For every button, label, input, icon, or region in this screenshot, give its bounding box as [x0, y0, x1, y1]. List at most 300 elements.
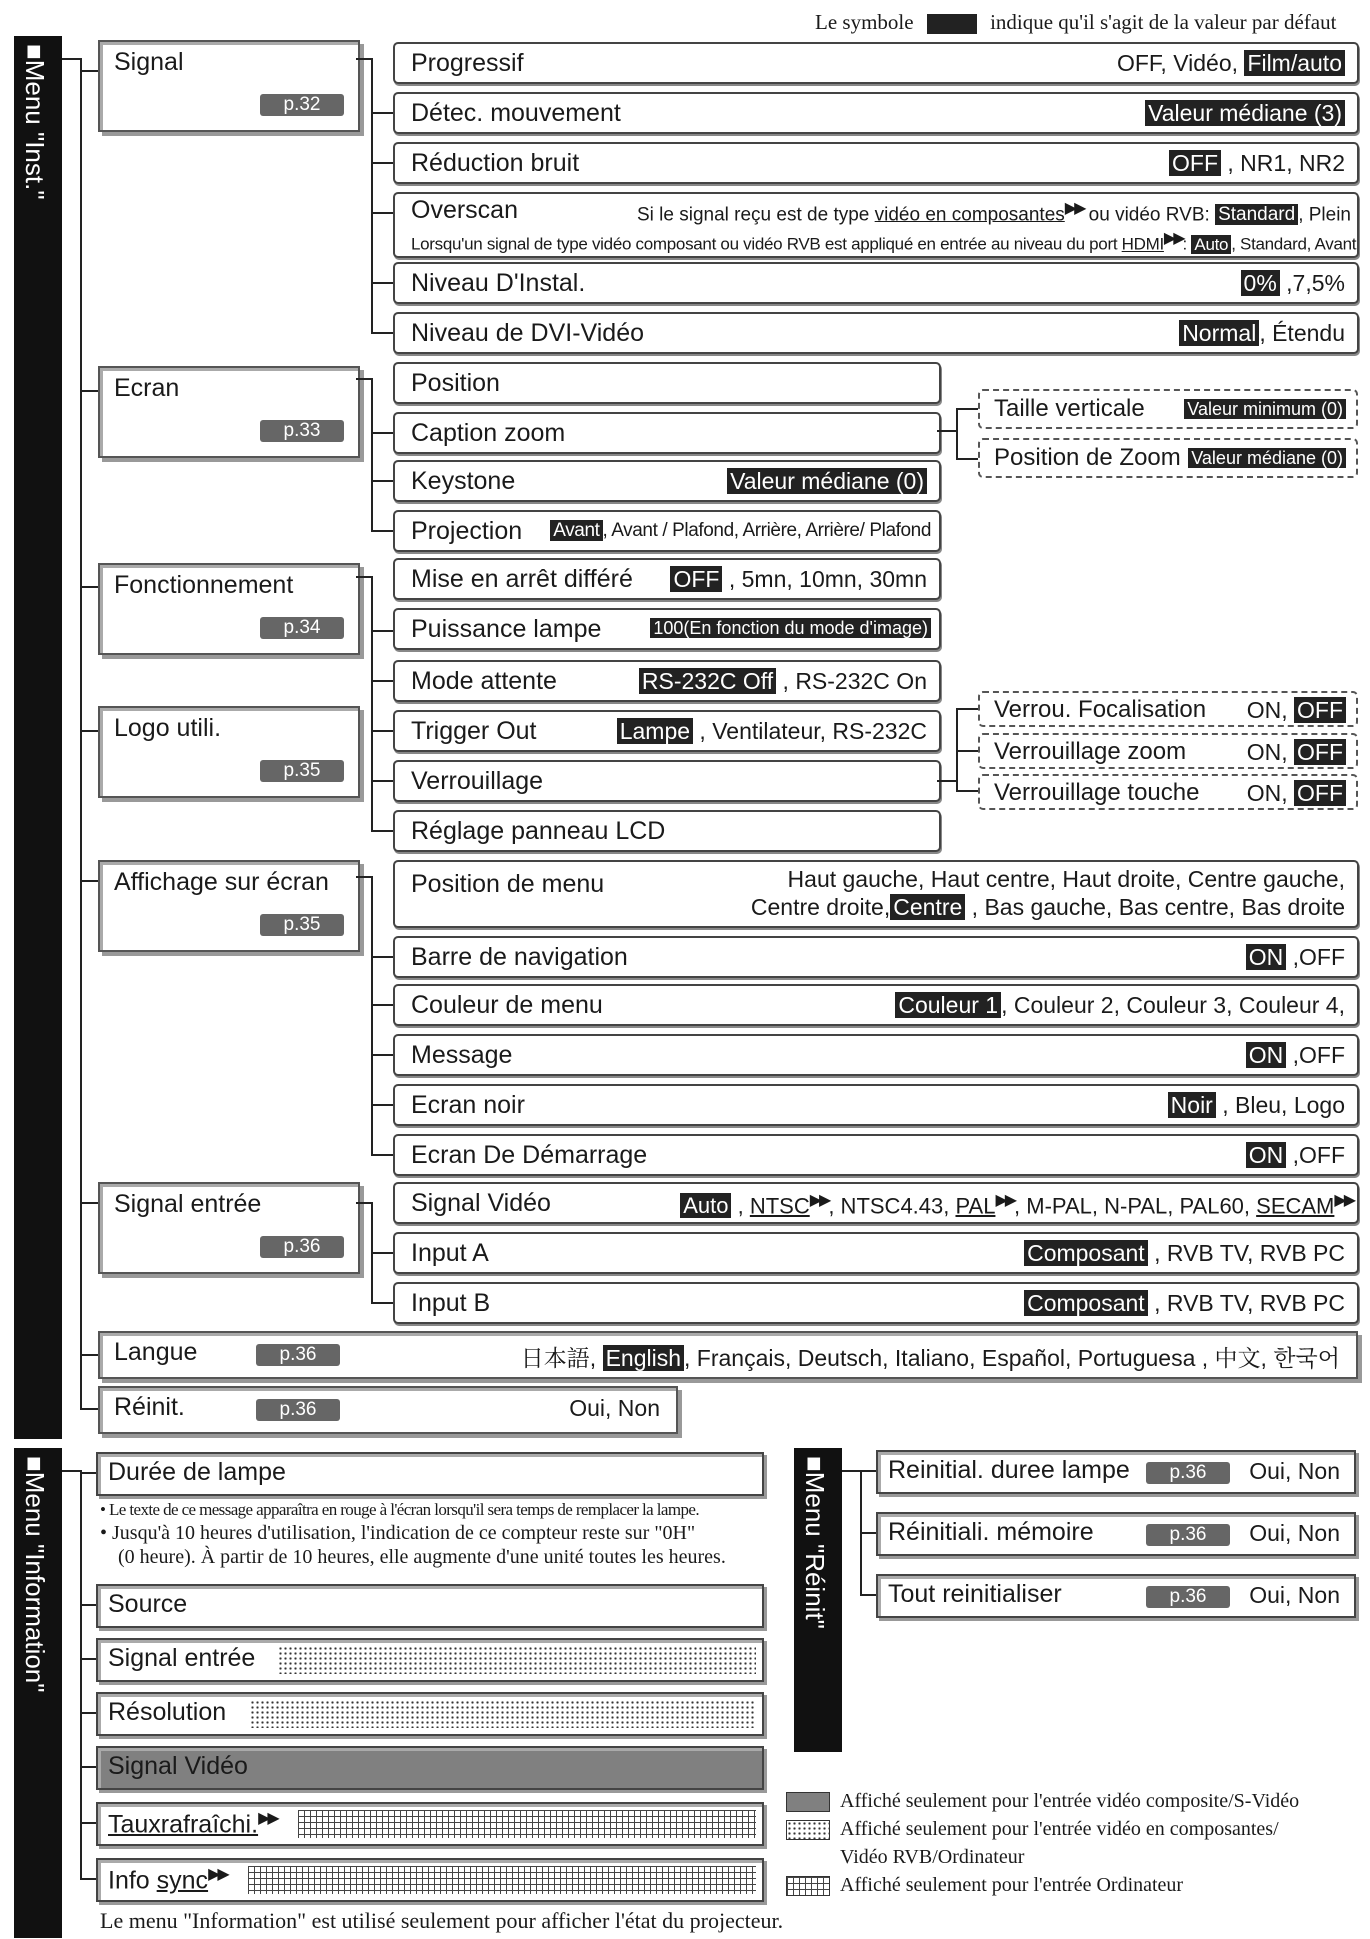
taux-link[interactable]: Tauxrafraîchi. — [108, 1810, 259, 1839]
cat-logo-title: Logo utili. — [114, 714, 222, 742]
trunk-line — [80, 58, 82, 1410]
menu-reinit-label: ■Menu "Réinit" — [800, 1456, 830, 1629]
posmenu-default: Centre — [890, 894, 965, 920]
tick — [80, 1658, 96, 1660]
item-keystone-options — [727, 468, 927, 495]
sub-touche-options — [1247, 780, 1346, 807]
info-signal-entree-label: Signal entrée — [108, 1644, 256, 1672]
demarrage-default: ON — [1246, 1142, 1287, 1168]
cat-fonctionnement-title: Fonctionnement — [114, 571, 294, 599]
focal-default: OFF — [1294, 697, 1346, 723]
reduction-default: OFF — [1169, 150, 1221, 176]
item-trigger-label: Trigger Out — [411, 717, 537, 745]
conn-ecran — [356, 378, 372, 380]
item-position[interactable] — [393, 362, 941, 404]
overscan-l2b: : — [1182, 234, 1187, 254]
sub-conn — [937, 430, 957, 432]
conn-signal-entree — [356, 1202, 372, 1204]
inputb-opts: , RVB TV, RVB PC — [1147, 1290, 1345, 1316]
tick — [371, 1004, 393, 1006]
tick — [371, 112, 393, 114]
item-puissance[interactable] — [393, 608, 941, 650]
arrow-icon: ▶▶ — [258, 1810, 277, 1827]
vzoom-opts: ON, — [1246, 739, 1294, 765]
langue-opt-1: 日本語, — [520, 1345, 603, 1371]
progressif-default: Film/auto — [1244, 50, 1345, 76]
tick — [371, 432, 393, 434]
projection-opts: , Avant / Plafond, Arrière, Arrière/ Plafond — [602, 520, 931, 541]
item-dvi-label: Niveau de DVI-Vidéo — [411, 319, 645, 347]
overscan-l1a: Si le signal reçu est de type — [637, 204, 875, 226]
arrow-icon: ▶▶ — [1334, 1192, 1353, 1209]
ntsc-link[interactable]: NTSC — [749, 1193, 810, 1219]
item-trigger[interactable] — [393, 710, 941, 752]
item-caption[interactable] — [393, 412, 941, 454]
duree-note-2: • Jusqu'à 10 heures d'utilisation, l'indication de ce compteur reste sur "0H" — [100, 1522, 696, 1544]
cat-ecran-title: Ecran — [114, 374, 180, 402]
grid-fill — [298, 1810, 756, 1838]
sub-zoom-options — [1188, 448, 1346, 469]
arrow-icon: ▶▶ — [1064, 200, 1084, 217]
detec-default: Valeur médiane (3) — [1145, 100, 1345, 126]
item-niveau-options — [1241, 270, 1345, 297]
posmenu-line1: Haut gauche, Haut centre, Haut droite, Centre gauche, — [787, 866, 1345, 892]
keystone-default: Valeur médiane (0) — [727, 468, 927, 494]
reinit-options: Oui, Non — [569, 1395, 660, 1421]
tick — [371, 830, 393, 832]
posmenu-line2 — [751, 894, 1345, 921]
tick — [371, 780, 393, 782]
cat-logo[interactable] — [98, 706, 360, 798]
barre-opts: ,OFF — [1286, 944, 1345, 970]
sub-verrou-zoom-options — [1247, 739, 1346, 766]
item-message-label: Message — [411, 1041, 513, 1069]
inputb-default: Composant — [1024, 1290, 1148, 1316]
tick — [860, 1470, 876, 1472]
sub-taille-options — [1184, 399, 1346, 420]
menu-inst-label: ■Menu "Inst." — [20, 44, 50, 200]
item-input-a-label: Input A — [411, 1239, 489, 1267]
video-o3: , M-PAL, N-PAL, PAL60, — [1014, 1193, 1257, 1219]
reinit-item-1-page: p.36 — [1146, 1524, 1230, 1546]
arrow-icon: ▶▶ — [809, 1192, 829, 1209]
overscan-l1c: , Plein — [1298, 204, 1351, 226]
reinit-item-1-opts: Oui, Non — [1249, 1520, 1340, 1546]
cat-signal-page: p.32 — [260, 94, 344, 116]
message-default: ON — [1246, 1042, 1287, 1068]
item-noir[interactable] — [393, 1084, 1359, 1126]
item-signal-video-options — [680, 1190, 1353, 1219]
item-progressif-options — [1117, 50, 1345, 77]
couleur-opts: , Couleur 2, Couleur 3, Couleur 4, — [1001, 992, 1345, 1018]
item-lcd-label: Réglage panneau LCD — [411, 817, 666, 845]
legend-gray-text: Affiché seulement pour l'entrée vidéo composite/S-Vidéo — [840, 1790, 1300, 1812]
reinit-item-0-label: Reinitial. duree lampe — [888, 1456, 1130, 1484]
cat-reinit-title: Réinit. — [114, 1393, 185, 1421]
cat-affichage-title: Affichage sur écran — [114, 868, 329, 896]
tick — [371, 730, 393, 732]
header-note — [815, 10, 1336, 35]
item-input-b-options — [1024, 1290, 1345, 1317]
cat-signal-entree-title: Signal entrée — [114, 1190, 262, 1218]
item-projection-options — [550, 520, 931, 542]
arret-opts: , 5mn, 10mn, 30mn — [722, 566, 927, 592]
info-trunk — [80, 1470, 82, 1880]
item-keystone[interactable] — [393, 460, 941, 502]
cat-fonctionnement[interactable] — [98, 563, 360, 655]
item-overscan-label: Overscan — [411, 196, 518, 224]
info-sync — [96, 1858, 764, 1902]
legend-dots-text-2: Vidéo RVB/Ordinateur — [840, 1846, 1025, 1868]
tick — [371, 530, 393, 532]
legend-grid-text: Affiché seulement pour l'entrée Ordinateur — [840, 1874, 1184, 1896]
item-demarrage[interactable] — [393, 1134, 1359, 1176]
overscan-l1-link[interactable]: vidéo en composantes — [874, 204, 1065, 226]
sub-col — [956, 708, 958, 790]
item-input-b[interactable] — [393, 1282, 1359, 1324]
sub-zoom-label: Position de Zoom — [994, 444, 1181, 471]
item-couleur-label: Couleur de menu — [411, 991, 603, 1019]
cat-reinit[interactable] — [98, 1386, 678, 1434]
conn-affichage — [356, 876, 372, 878]
item-input-a[interactable] — [393, 1232, 1359, 1274]
couleur-default: Couleur 1 — [895, 992, 1001, 1018]
reinit-item-2-opts: Oui, Non — [1249, 1582, 1340, 1608]
pal-link[interactable]: PAL — [955, 1193, 996, 1219]
touche-opts: ON, — [1246, 780, 1294, 806]
item-attente[interactable] — [393, 660, 941, 702]
branch-signal — [80, 70, 98, 72]
menu-information-label: ■Menu "Information" — [20, 1456, 50, 1693]
niveau-opts: ,7,5% — [1279, 270, 1345, 296]
dotted-fill — [278, 1646, 756, 1674]
legend-dots-swatch — [786, 1820, 830, 1840]
tick — [80, 1712, 96, 1714]
tick — [371, 282, 393, 284]
arrow-icon: ▶▶ — [1163, 230, 1183, 247]
cat-fonctionnement-page: p.34 — [260, 617, 344, 639]
item-dvi-options — [1179, 320, 1345, 347]
overscan-l1b: ou vidéo RVB: — [1083, 204, 1210, 226]
secam-link[interactable]: SECAM — [1256, 1193, 1335, 1219]
tick — [371, 680, 393, 682]
info-resolution — [96, 1692, 764, 1736]
reinit-item-1-label: Réinitiali. mémoire — [888, 1518, 1094, 1546]
tick — [371, 630, 393, 632]
tick — [956, 408, 978, 410]
attente-opts: , RS-232C On — [776, 668, 927, 694]
item-dvi[interactable] — [393, 312, 1359, 354]
sub-focal[interactable] — [978, 691, 1358, 727]
sub-zoom[interactable] — [978, 438, 1358, 478]
video-o2: , NTSC4.43, — [828, 1193, 956, 1219]
item-arret[interactable] — [393, 558, 941, 600]
inputa-default: Composant — [1024, 1240, 1148, 1266]
item-keystone-label: Keystone — [411, 467, 516, 495]
puissance-default: 100(En fonction du mode d'image) — [650, 618, 931, 638]
reinit-item-1[interactable] — [876, 1512, 1356, 1556]
tick — [371, 956, 393, 958]
reduction-opts: , NR1, NR2 — [1221, 150, 1345, 176]
sub-conn — [937, 780, 957, 782]
overscan-l2-link[interactable]: HDMI — [1121, 234, 1164, 254]
grid-fill — [248, 1866, 756, 1894]
item-posmenu[interactable] — [393, 860, 1359, 928]
message-opts: ,OFF — [1286, 1042, 1345, 1068]
item-noir-label: Ecran noir — [411, 1091, 525, 1119]
tick — [956, 790, 978, 792]
info-taux — [96, 1802, 764, 1846]
legend-dots-text-1: Affiché seulement pour l'entrée vidéo en composantes/ — [840, 1818, 1279, 1840]
item-detec-label: Détec. mouvement — [411, 99, 621, 127]
info-taux-label — [108, 1808, 277, 1839]
tick — [371, 162, 393, 164]
item-noir-options — [1168, 1092, 1345, 1119]
col-affichage — [371, 876, 373, 1154]
menu-reinit-sidebar — [794, 1448, 842, 1752]
item-signal-video[interactable] — [393, 1182, 1359, 1224]
cat-affichage-page: p.35 — [260, 914, 344, 936]
info-signal-video — [96, 1746, 764, 1790]
duree-note-3: (0 heure). À partir de 10 heures, elle augmente d'une unité toutes les heures. — [118, 1546, 726, 1568]
cat-ecran[interactable] — [98, 366, 360, 458]
info-source-label: Source — [108, 1590, 188, 1618]
sync-link[interactable]: sync — [156, 1866, 209, 1895]
dvi-default: Normal — [1179, 320, 1259, 346]
sub-taille-label: Taille verticale — [994, 395, 1145, 422]
vzoom-default: OFF — [1294, 739, 1346, 765]
demarrage-opts: ,OFF — [1286, 1142, 1345, 1168]
noir-default: Noir — [1168, 1092, 1216, 1118]
col-ecran — [371, 378, 373, 530]
tick — [956, 708, 978, 710]
item-reduction[interactable] — [393, 142, 1359, 184]
sub-verrou-zoom[interactable] — [978, 733, 1358, 769]
item-barre-label: Barre de navigation — [411, 943, 628, 971]
sub-focal-options — [1247, 697, 1346, 724]
tick — [371, 212, 393, 214]
info-duree-label: Durée de lampe — [108, 1458, 286, 1486]
reinit-item-2[interactable] — [876, 1574, 1356, 1618]
cat-langue-title: Langue — [114, 1338, 198, 1366]
arrow-icon: ▶▶ — [995, 1192, 1015, 1209]
overscan-l2-default: Auto — [1191, 235, 1231, 254]
projection-default: Avant — [550, 520, 602, 541]
conn-fonc — [356, 576, 372, 578]
menu-inst-sidebar — [14, 36, 62, 1439]
item-puissance-options — [650, 618, 931, 639]
item-detec-options — [1145, 100, 1345, 127]
item-barre[interactable] — [393, 936, 1359, 978]
tick — [371, 1302, 393, 1304]
item-niveau[interactable] — [393, 262, 1359, 304]
reinit-item-2-page: p.36 — [1146, 1586, 1230, 1608]
info-source — [96, 1584, 764, 1628]
langue-default: English — [603, 1345, 684, 1371]
info-sync-a: Info — [108, 1866, 157, 1895]
tick — [80, 1822, 96, 1824]
langue-opt-2: , Français, Deutsch, Italiano, Español, Portuguesa , 中文, 한국어 — [684, 1345, 1340, 1371]
sub-touche[interactable] — [978, 774, 1358, 810]
item-projection[interactable] — [393, 510, 941, 552]
tick — [80, 1878, 96, 1880]
posmenu-l2a: Centre droite, — [750, 894, 891, 920]
tick — [371, 1054, 393, 1056]
arret-default: OFF — [670, 566, 722, 592]
info-resolution-label: Résolution — [108, 1698, 227, 1726]
tick — [80, 1604, 96, 1606]
item-signal-video-label: Signal Vidéo — [411, 1189, 551, 1217]
item-trigger-options — [617, 718, 927, 745]
item-barre-options — [1246, 944, 1345, 971]
sub-verrou-zoom-label: Verrouillage zoom — [994, 738, 1187, 765]
info-footer: Le menu "Information" est utilisé seulement pour afficher l'état du projecteur. — [100, 1908, 784, 1933]
trunk-tick — [62, 58, 82, 60]
item-arret-options — [670, 566, 927, 593]
trigger-opts: , Ventilateur, RS-232C — [693, 718, 927, 744]
item-verrou-label: Verrouillage — [411, 767, 544, 795]
item-input-a-options — [1024, 1240, 1345, 1267]
reinit-item-2-label: Tout reinitialiser — [888, 1580, 1062, 1608]
cat-langue-page: p.36 — [256, 1344, 340, 1366]
item-couleur[interactable] — [393, 984, 1359, 1026]
sub-col — [956, 408, 958, 460]
col-signal — [371, 58, 373, 332]
tick — [371, 480, 393, 482]
branch-logo — [80, 730, 98, 732]
header-note-before: Le symbole — [815, 10, 914, 34]
info-signal-entree — [96, 1638, 764, 1682]
langue-options — [521, 1340, 1340, 1373]
cat-affichage[interactable] — [98, 860, 360, 952]
arrow-icon: ▶▶ — [208, 1866, 227, 1883]
item-progressif[interactable] — [393, 42, 1359, 84]
item-attente-options — [639, 668, 927, 695]
cat-reinit-page: p.36 — [256, 1399, 340, 1421]
progressif-opts: OFF, Vidéo, — [1116, 50, 1245, 76]
cat-signal[interactable] — [98, 40, 360, 132]
tick — [371, 1104, 393, 1106]
default-symbol — [927, 14, 977, 34]
reinit-item-0-page: p.36 — [1146, 1462, 1230, 1484]
focal-opts: ON, — [1246, 697, 1294, 723]
branch-affichage — [80, 880, 98, 882]
cat-langue[interactable] — [98, 1331, 1358, 1379]
trigger-default: Lampe — [617, 718, 693, 744]
item-reduction-options — [1169, 150, 1345, 177]
info-sync-label — [108, 1864, 227, 1895]
tick — [956, 458, 978, 460]
cat-ecran-page: p.33 — [260, 420, 344, 442]
item-message[interactable] — [393, 1034, 1359, 1076]
branch-reinit — [80, 1408, 98, 1410]
cat-signal-entree-page: p.36 — [260, 1236, 344, 1258]
item-overscan[interactable] — [393, 192, 1359, 258]
noir-opts: , Bleu, Logo — [1215, 1092, 1345, 1118]
item-puissance-label: Puissance lampe — [411, 615, 602, 643]
reinit-item-0[interactable] — [876, 1450, 1356, 1494]
overscan-l2c: , Standard, Avant — [1231, 234, 1357, 254]
item-attente-label: Mode attente — [411, 667, 557, 695]
info-duree — [96, 1452, 764, 1496]
tick — [860, 1594, 876, 1596]
zoom-default: Valeur médiane (0) — [1188, 448, 1346, 468]
item-projection-label: Projection — [411, 517, 523, 545]
menu-information-sidebar — [14, 1448, 62, 1938]
dvi-opts: , Étendu — [1259, 320, 1345, 346]
tick — [371, 332, 393, 334]
tick — [956, 750, 978, 752]
item-caption-label: Caption zoom — [411, 419, 566, 447]
duree-note-1: • Le texte de ce message apparaîtra en rouge à l'écran lorsqu'il sera temps de remplacer la lampe. — [100, 1500, 699, 1519]
header-note-after: indique qu'il s'agit de la valeur par défaut — [990, 10, 1337, 34]
col-fonc — [371, 576, 373, 830]
info-signal-video-label: Signal Vidéo — [108, 1752, 248, 1780]
tick — [80, 1766, 96, 1768]
item-reduction-label: Réduction bruit — [411, 149, 580, 177]
legend-gray-swatch — [786, 1792, 830, 1812]
item-position-label: Position — [411, 369, 500, 397]
inputa-opts: , RVB TV, RVB PC — [1147, 1240, 1345, 1266]
video-default: Auto — [680, 1193, 731, 1218]
overscan-line1 — [637, 198, 1351, 226]
branch-fonctionnement — [80, 586, 98, 588]
item-couleur-options — [895, 992, 1345, 1019]
item-niveau-label: Niveau D'Instal. — [411, 269, 586, 297]
conn-signal — [356, 58, 372, 60]
reinit-item-0-opts: Oui, Non — [1249, 1458, 1340, 1484]
overscan-line2 — [411, 228, 1356, 255]
tick — [371, 1154, 393, 1156]
dotted-fill — [250, 1700, 756, 1728]
tick — [80, 1472, 96, 1474]
branch-signal-entree — [80, 1202, 98, 1204]
item-input-b-label: Input B — [411, 1289, 491, 1317]
branch-ecran — [80, 390, 98, 392]
sub-taille[interactable] — [978, 389, 1358, 429]
item-posmenu-label: Position de menu — [411, 870, 605, 898]
reinit-trunk-tick — [842, 1470, 862, 1472]
item-progressif-label: Progressif — [411, 49, 524, 77]
tick — [860, 1532, 876, 1534]
video-o1: , — [731, 1193, 750, 1219]
item-lcd[interactable] — [393, 810, 941, 852]
sub-touche-label: Verrouillage touche — [994, 779, 1200, 806]
item-demarrage-label: Ecran De Démarrage — [411, 1141, 648, 1169]
tick — [371, 1252, 393, 1254]
item-demarrage-options — [1246, 1142, 1345, 1169]
barre-default: ON — [1246, 944, 1287, 970]
branch-langue — [80, 1354, 98, 1356]
taille-default: Valeur minimum (0) — [1184, 399, 1346, 419]
cat-signal-entree[interactable] — [98, 1182, 360, 1274]
attente-default: RS-232C Off — [639, 668, 776, 694]
item-message-options — [1246, 1042, 1345, 1069]
item-detec[interactable] — [393, 92, 1359, 134]
cat-logo-page: p.35 — [260, 760, 344, 782]
cat-signal-title: Signal — [114, 48, 184, 76]
item-verrou[interactable] — [393, 760, 941, 802]
touche-default: OFF — [1294, 780, 1346, 806]
overscan-l2a: Lorsqu'un signal de type vidéo composant ou vidéo RVB est appliqué en entrée au niveau du port — [411, 234, 1122, 254]
sub-focal-label: Verrou. Focalisation — [994, 696, 1207, 723]
niveau-default: 0% — [1241, 270, 1280, 296]
info-trunk-tick — [62, 1470, 82, 1472]
overscan-l1-default: Standard — [1215, 204, 1298, 225]
posmenu-l2b: , Bas gauche, Bas centre, Bas droite — [965, 894, 1345, 920]
item-arret-label: Mise en arrêt différé — [411, 565, 633, 593]
legend-grid-swatch — [786, 1876, 830, 1896]
